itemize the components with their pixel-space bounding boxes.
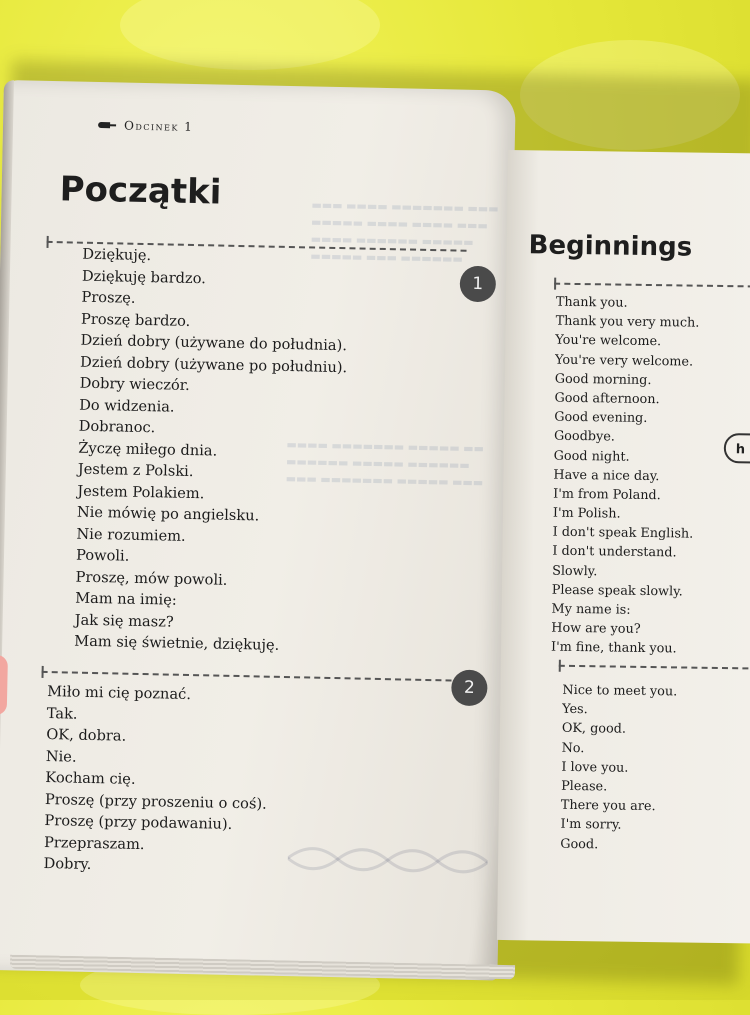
phrase-item: Nie rozumiem. bbox=[76, 525, 186, 545]
phrase-item: Please speak slowly. bbox=[551, 582, 683, 600]
phrase-item: I love you. bbox=[561, 759, 629, 776]
phrase-item: Tak. bbox=[46, 704, 78, 723]
section-divider bbox=[42, 671, 452, 682]
page-title: Beginnings bbox=[528, 230, 693, 263]
phrase-item: Nie mówię po angielsku. bbox=[76, 503, 260, 525]
phrase-item: Miło mi cię poznać. bbox=[47, 683, 192, 704]
phrase-item: Powoli. bbox=[75, 546, 130, 565]
phrase-item: Good night. bbox=[553, 448, 630, 465]
phrase-item: There you are. bbox=[560, 797, 656, 815]
phrase-item: Życzę miłego dnia. bbox=[78, 439, 218, 460]
phrase-item: Good morning. bbox=[554, 371, 652, 388]
phrase-item: Mam się świetnie, dziękuję. bbox=[74, 632, 280, 654]
phrase-item: I don't understand. bbox=[552, 544, 677, 561]
chapter-header bbox=[98, 118, 194, 134]
phrase-item: Nice to meet you. bbox=[562, 682, 678, 700]
phrase-item: Thank you. bbox=[555, 294, 628, 311]
phrase-list bbox=[560, 681, 677, 855]
phrase-item: Dzień dobry (używane do południa). bbox=[80, 331, 348, 355]
phrase-item: Mam na imię: bbox=[74, 589, 177, 609]
page-title: Początki bbox=[59, 169, 222, 213]
phrase-item: Good. bbox=[560, 836, 599, 852]
phrase-item: Goodbye. bbox=[553, 428, 615, 445]
phrase-item: Please. bbox=[561, 778, 608, 795]
bleed-through-texture: ▬▬▬ ▬▬▬▬ ▬▬▬▬▬▬▬ ▬▬▬ ▬▬▬▬▬ ▬▬▬▬ ▬▬▬▬ ▬▬▬ ▬▬▬▬ ▬▬▬▬▬▬ ▬▬▬▬▬ ▬▬▬▬▬ ▬▬▬ ▬▬▬▬▬▬ bbox=[310, 198, 499, 266]
phrase-item: I'm from Poland. bbox=[553, 486, 661, 504]
phrase-item: OK, good. bbox=[561, 721, 627, 738]
phrase-item: Yes. bbox=[562, 701, 588, 718]
phrase-item: Proszę bardzo. bbox=[80, 310, 191, 330]
left-page bbox=[0, 80, 516, 981]
phrase-list bbox=[551, 293, 700, 660]
decorative-wave bbox=[287, 838, 488, 882]
phrase-item: Jak się masz? bbox=[74, 611, 174, 631]
phrase-item: Dziękuję. bbox=[82, 245, 152, 265]
phrase-item: I'm sorry. bbox=[560, 817, 622, 833]
phrase-item: Proszę (przy proszeniu o coś). bbox=[44, 790, 267, 813]
phrase-item: Dobranoc. bbox=[78, 417, 156, 437]
phrase-item: You're very welcome. bbox=[554, 352, 694, 370]
bleed-through-texture: ▬▬▬▬ ▬▬▬▬▬▬▬ ▬▬▬▬▬ ▬▬ ▬▬▬▬▬▬ ▬▬▬▬▬ ▬▬▬▬▬▬ ▬▬▬ ▬▬▬▬▬▬▬ ▬▬▬▬▬ ▬▬▬ bbox=[285, 437, 485, 490]
bookmark-tab bbox=[0, 655, 8, 715]
phrase-item: Jestem Polakiem. bbox=[77, 482, 205, 502]
phrase-list bbox=[74, 244, 350, 658]
phrase-item: Do widzenia. bbox=[79, 396, 175, 416]
phrase-item: Dzień dobry (używane po południu). bbox=[79, 353, 348, 376]
right-page bbox=[497, 150, 750, 944]
phrase-item: OK, dobra. bbox=[46, 726, 127, 745]
phrase-item: I'm fine, thank you. bbox=[550, 640, 677, 657]
phrase-item: No. bbox=[561, 740, 585, 756]
page-edge bbox=[0, 80, 14, 970]
phrase-list bbox=[43, 681, 269, 879]
phrase-item: You're welcome. bbox=[555, 333, 662, 350]
next-section-bubble: h bbox=[724, 433, 750, 464]
chapter-label: Odcinek 1 bbox=[123, 118, 194, 134]
section-number-badge: 1 bbox=[459, 266, 496, 303]
section-number-badge: 2 bbox=[451, 670, 488, 707]
phrase-item: Good evening. bbox=[554, 409, 648, 427]
phrase-item: Dobry. bbox=[43, 855, 92, 873]
phrase-item: I don't speak English. bbox=[552, 524, 694, 542]
section-divider bbox=[554, 283, 750, 288]
phrase-item: Jestem z Polski. bbox=[77, 460, 194, 481]
phrase-item: Proszę (przy podawaniu). bbox=[44, 812, 233, 833]
phrase-item: Kocham cię. bbox=[45, 769, 136, 788]
phrase-item: Nie. bbox=[45, 747, 77, 766]
pointing-hand-icon bbox=[98, 120, 116, 130]
phrase-item: Dziękuję bardzo. bbox=[81, 267, 207, 287]
section-divider bbox=[559, 665, 750, 670]
phrase-item: How are you? bbox=[551, 620, 641, 638]
phrase-item: Slowly. bbox=[552, 563, 598, 579]
phrase-item: Have a nice day. bbox=[553, 467, 660, 484]
phrase-item: Proszę. bbox=[81, 288, 136, 307]
phrase-item: Good afternoon. bbox=[554, 390, 660, 408]
phrase-item: My name is: bbox=[551, 601, 631, 618]
phrase-item: Dobry wieczór. bbox=[79, 374, 190, 394]
phrase-item: I'm Polish. bbox=[552, 505, 621, 522]
phrase-item: Przepraszam. bbox=[43, 833, 145, 853]
phrase-item: Thank you very much. bbox=[555, 313, 700, 331]
phrase-item: Proszę, mów powoli. bbox=[75, 568, 228, 589]
background-fold bbox=[120, 0, 380, 70]
